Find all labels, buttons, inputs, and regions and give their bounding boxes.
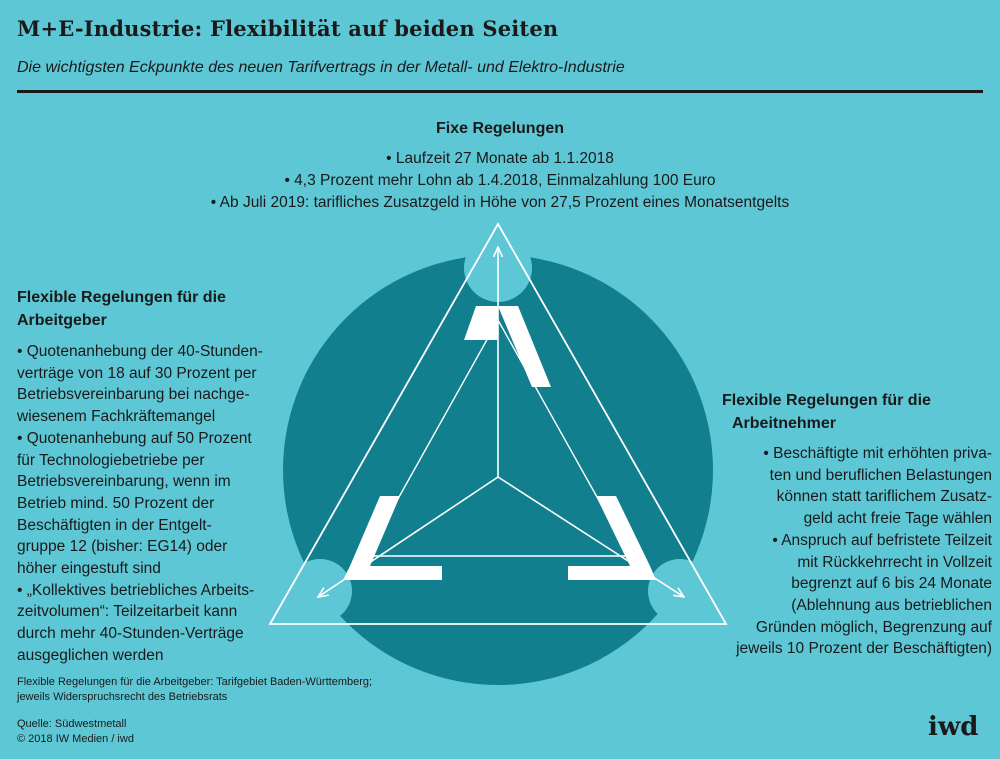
fixed-rules [0, 120, 1000, 214]
fixed-rule-item: • 4,3 Prozent mehr Lohn ab 1.4.2018, Einmalzahlung 100 Euro [284, 172, 716, 189]
iwd-logo: iwd [928, 712, 979, 742]
employer-rule-line: durch mehr 40-Stunden-Verträge [17, 625, 244, 643]
employee-rule-line: (Ablehnung aus betrieblichen [791, 596, 992, 614]
employer-rule-line: zeitvolumen“: Teilzeitarbeit kann [17, 603, 238, 621]
employer-rule-line: verträge von 18 auf 30 Prozent per [17, 364, 257, 382]
source-credit [17, 717, 134, 747]
fixed-rule-item: • Laufzeit 27 Monate ab 1.1.2018 [386, 150, 614, 167]
page-subtitle: Die wichtigsten Eckpunkte des neuen Tarifvertrags in der Metall- und Elektro-Industrie [17, 59, 625, 76]
employee-rule-line: begrenzt auf 6 bis 24 Monate [791, 575, 992, 593]
employee-rule-line: Gründen möglich, Begrenzung auf [755, 618, 992, 636]
employer-rule-line: Beschäftigten in der Entgelt- [17, 516, 212, 534]
heading-line: Flexible Regelungen für die [722, 392, 931, 409]
employee-rule-line: mit Rückkehrrecht in Vollzeit [797, 553, 992, 571]
page-title: M+E-Industrie: Flexibilität auf beiden Seiten [17, 16, 559, 41]
fixed-rule-item: • Ab Juli 2019: tarifliches Zusatzgeld in Höhe von 27,5 Prozent eines Monatsentgelts [210, 194, 790, 211]
employee-rule-line: • Anspruch auf befristete Teilzeit [772, 531, 992, 549]
employer-rule-line: Betrieb mind. 50 Prozent der [17, 494, 215, 512]
copyright-line: © 2018 IW Medien / iwd [17, 733, 134, 745]
footnote-line: Flexible Regelungen für die Arbeitgeber: Tarifgebiet Baden-Württemberg; [17, 676, 373, 688]
source-line: Quelle: Südwestmetall [17, 718, 127, 730]
employee-rules [722, 389, 992, 660]
employer-rule-line: ausgeglichen werden [17, 646, 164, 664]
employer-rules-heading [17, 286, 302, 332]
employee-rule-line: jeweils 10 Prozent der Beschäftigten) [736, 640, 992, 658]
right-corner-bubble [648, 559, 712, 623]
employee-rule-line: • Beschäftigte mit erhöhten priva- [763, 445, 992, 462]
employer-rule-line: gruppe 12 (bisher: EG14) oder [17, 538, 228, 556]
heading-line: Arbeitgeber [17, 312, 107, 329]
employer-rule-line: • „Kollektives betriebliches Arbeits- [17, 581, 255, 599]
heading-line: Arbeitnehmer [732, 415, 837, 432]
fixed-rules-heading: Fixe Regelungen [435, 120, 565, 137]
employer-rule-line: • Quotenanhebung der 40-Stunden- [17, 343, 263, 360]
heading-line: Flexible Regelungen für die [17, 289, 226, 306]
employee-rules-heading [722, 389, 992, 435]
employer-rule-line: für Technologiebetriebe per [17, 451, 205, 469]
employee-rule-line: können statt tariflichem Zusatz- [776, 488, 992, 506]
footnote-line: jeweils Widerspruchsrecht des Betriebsrats [17, 691, 228, 703]
employer-rule-line: Betriebsvereinbarung bei nachge- [17, 386, 250, 404]
employer-rule-line: höher eingestuft sind [17, 560, 161, 578]
employer-rule-line: Betriebsvereinbarung, wenn im [17, 473, 231, 491]
employer-rule-line: • Quotenanhebung auf 50 Prozent [17, 429, 252, 447]
employer-rules [17, 286, 302, 667]
employee-rule-line: geld acht freie Tage wählen [803, 510, 992, 528]
employee-rule-line: ten und beruflichen Belastungen [769, 466, 992, 484]
footnote [17, 675, 372, 705]
employer-rule-line: wiesenem Fachkräftemangel [17, 408, 216, 426]
